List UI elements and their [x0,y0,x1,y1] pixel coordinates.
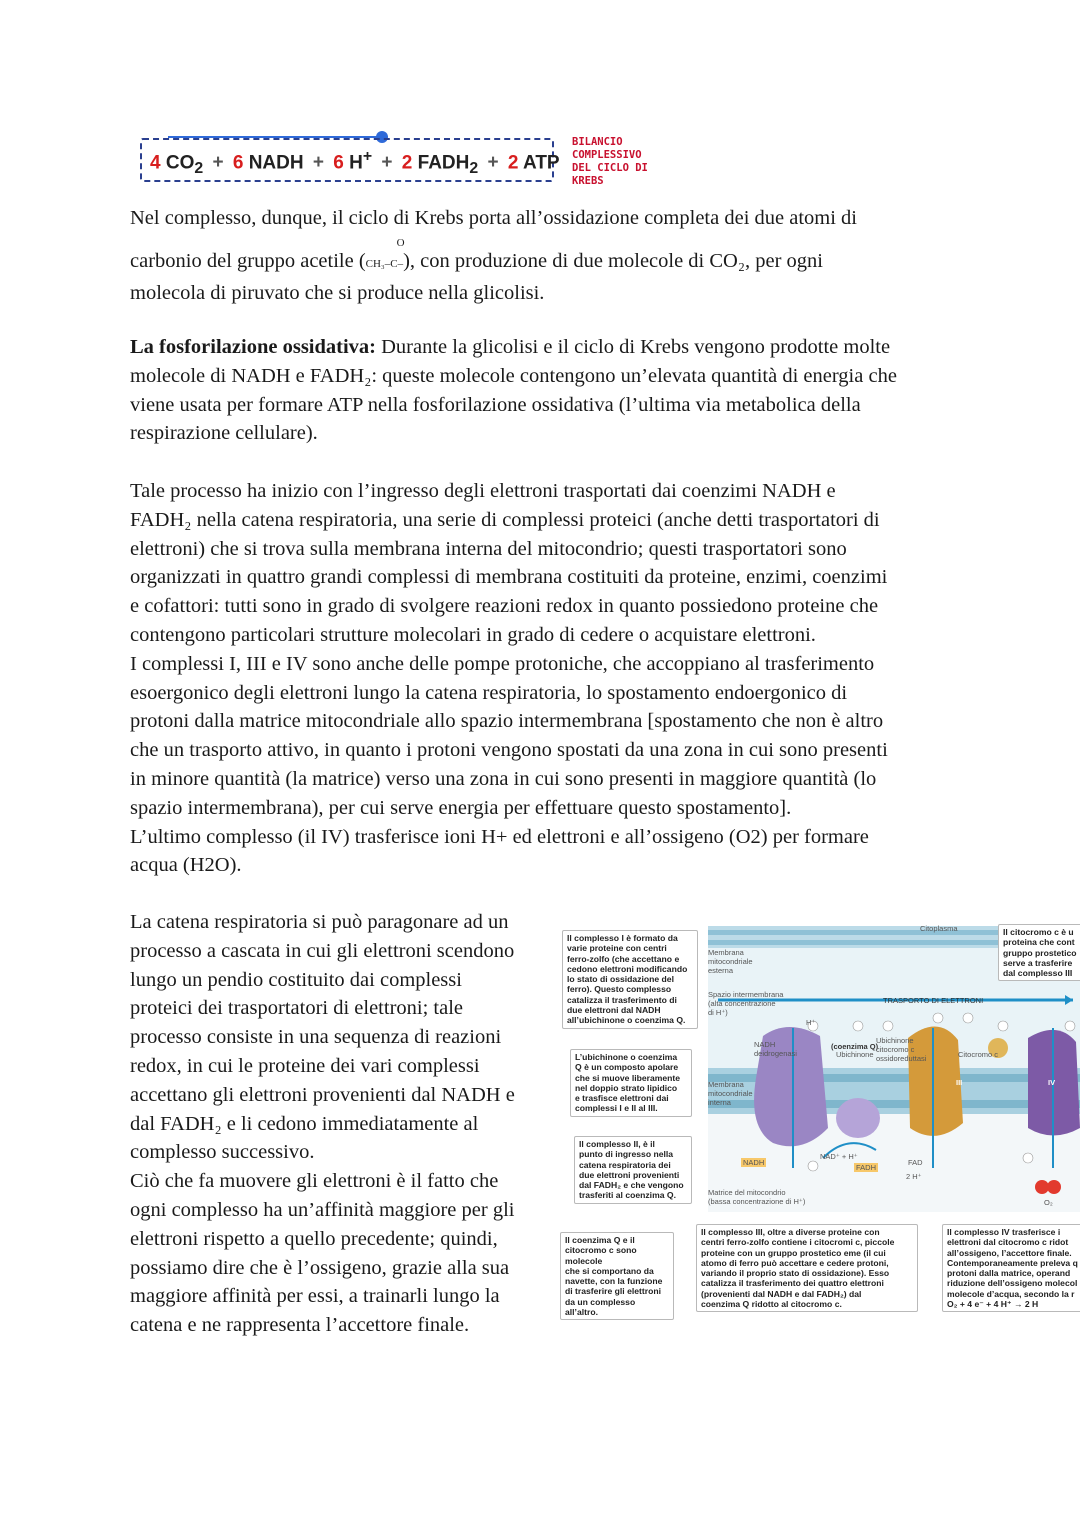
text-line: Ciò che fa muovere gli elettroni è il fatto che [130,1170,499,1193]
text-line: contengono particolari strutture molecolari in grado di cedere o acquistare elettroni. [130,623,816,646]
term: FADH [417,152,470,174]
label-ubiquinone-oxidoreductase [876,1036,926,1063]
note-line: O₂ + 4 e⁻ + 4 H⁺ → 2 H [947,1299,1039,1310]
text-line: che un trasporto attivo, in quanto i protoni vengono spostati da una zona in cui sono presenti [130,739,888,762]
text-line: processo consiste in una sequenza di reazioni [130,1026,502,1049]
label-line: NADH [754,1040,776,1049]
text-line: I complessi I, III e IV sono anche delle pompe protoniche, che accoppiano al trasferimento [130,652,875,675]
label-h-plus: H⁺ [806,1018,816,1027]
text-line: La catena respiratoria si può paragonare ad un [130,911,509,933]
bilancio-line: COMPLESSIVO [572,149,642,161]
krebs-balance-equation [150,148,560,178]
note-line: proteine con un gruppo prostetico eme (il cui [701,1247,886,1258]
text-span: Durante la glicolisi e il ciclo di Krebs vengono prodotte molte [376,336,891,358]
text-line: FADH₂ nella catena respiratoria, una serie di complessi proteici (anche detti trasportatori di [130,508,880,531]
label-inner-membrane [708,1080,753,1107]
note-line: molecole d’acqua, secondo la r [947,1288,1075,1299]
note-shuttles [560,1232,674,1320]
bilancio-line: DEL CICLO DI [572,162,648,174]
label-citoplasma: Citoplasma [920,924,958,933]
note-line: catalizza il trasferimento di [567,994,677,1005]
plus: + [312,152,324,174]
label-fadh: FADH [856,1163,877,1172]
label-line: Ubichinone [876,1036,914,1045]
text-line: spazio intermembrana), per cui serve energia per effettuare questo spostamento]. [130,796,792,819]
term: NADH [248,152,304,174]
note-line: che si muove liberamente [575,1072,681,1083]
plus: + [212,152,224,174]
text-line: complesso successivo. [130,1141,315,1164]
acetyl-oxygen: O [396,236,405,249]
text-line: Nel complesso, dunque, il ciclo di Krebs porta all’ossidazione completa dei due atomi di [130,207,857,229]
text-line: elettroni) che si trova sulla membrana interna del mitocondrio; questi trasportatori sono [130,537,847,560]
note-line: L’ubichinone o coenzima [575,1052,678,1062]
note-line: che si comportano da [565,1265,654,1276]
coef: 2 [507,152,519,174]
note-line: dal FADH₂ e che vengono [579,1180,684,1191]
paragraph-cascade [130,908,515,1340]
text-line: respirazione cellulare). [130,422,318,445]
text-line: molecole di NADH e FADH₂: queste molecole contengono un’elevata quantità di energia che [130,364,897,387]
coef: 6 [232,152,244,174]
label-line: esterna [708,966,734,975]
note-complex-iii [696,1224,918,1312]
text-line: lungo un pendio costituito dai complessi [130,968,462,991]
note-line: navette, con la funzione [565,1276,663,1287]
label-line: (alta concentrazione [708,999,776,1008]
superscript: + [362,148,373,165]
note-ubiquinone [570,1049,692,1117]
label-line: citocromo c [876,1045,915,1054]
label-2h: 2 H⁺ [906,1172,922,1181]
bilancio-line: KREBS [572,175,604,187]
label-line: deidrogenasi [754,1049,797,1058]
coef: 6 [333,152,344,174]
text-span: carbonio del gruppo acetile ( [130,249,366,272]
note-line: di trasferire gli elettroni [565,1286,661,1297]
text-span: ), con produzione di due molecole di CO₂, per ogni [403,249,823,272]
label-electron-transport: TRASPORTO DI ELETTRONI [883,996,984,1005]
term: H [349,152,363,174]
note-line: riduzione dell’ossigeno molecol [947,1278,1078,1289]
note-line: (provenienti dal NADH e dal FADH₂) dal [701,1288,862,1299]
label-line: interna [708,1098,731,1107]
label-intermembrane [708,990,783,1017]
coef: 2 [401,152,413,174]
text-line: maggiore affinità per essi, a trainarli lungo la [130,1285,500,1308]
note-line: punto di ingresso nella [579,1149,674,1160]
note-line: Q è un composto apolare [575,1062,679,1073]
paragraph-oxidative-phosphorylation [130,333,897,448]
label-nad: NAD⁺ + H⁺ [820,1152,858,1161]
text-line: L’ultimo complesso (il IV) trasferisce ioni H+ ed elettroni e all’ossigeno (O2) per formare [130,825,869,848]
acetyl-text: CH₃–C– [365,257,404,270]
text-line: organizzati in quattro grandi complessi di membrana costituiti da proteine, enzimi, coenzimi [130,566,888,589]
note-line: Il coenzima Q e il [565,1235,635,1245]
label-line: mitocondriale [708,957,753,966]
label-outer-membrane [708,948,753,975]
label-complex-iv: IV [1048,1078,1056,1087]
electron-transport-chain-figure [558,918,1080,1323]
section-heading: La fosforilazione ossidativa: [130,336,376,358]
note-line: varie proteine con centri [567,943,667,954]
note-line: serve a trasferire [1003,957,1073,968]
label-matrix [708,1188,805,1206]
acetyl-formula [365,236,405,270]
text-line: elettroni rispetto a quello precedente; quindi, [130,1227,498,1250]
note-line: coenzima Q ridotto al citocromo c. [701,1299,842,1310]
note-line: due elettroni provenienti [579,1169,680,1180]
coef: 4 [150,152,161,174]
note-complex-ii [574,1136,692,1204]
label-line: Membrana [708,948,744,957]
text-line: viene usata per formare ATP nella fosforilazione ossidativa (l’ultima via metabolica della [130,393,861,416]
note-cytochrome-c [998,924,1080,981]
label-nadh: NADH [743,1158,765,1167]
text-line: accettano gli elettroni provenienti dal NADH e [130,1083,515,1106]
note-line: Il complesso I è formato da [567,933,678,943]
term: CO [165,152,195,174]
term: ATP [523,152,560,174]
note-line: catena respiratoria dei [579,1159,671,1170]
label-line: ossidoreduttasi [876,1054,927,1063]
note-line: dal complesso III [1003,968,1073,979]
label-line: di H⁺) [708,1008,728,1017]
note-line: complessi I e II al III. [575,1103,658,1114]
label-line: (bassa concentrazione di H⁺) [708,1197,806,1206]
note-line: citocromo c sono molecole [565,1245,637,1266]
note-line: trasferiti al coenzima Q. [579,1190,676,1201]
label-complex-iii: III [956,1078,963,1087]
text-line: possiamo dire che è l’ossigeno, grazie alla sua [130,1256,510,1279]
note-line: da un complesso all’altro. [565,1296,636,1318]
note-complex-i [562,930,698,1029]
label-line: Matrice del mitocondrio [708,1188,786,1197]
note-line: variando il proprio stato di ossidazione). Esso [701,1268,890,1279]
note-line: elettroni dal citocromo c ridot [947,1237,1069,1248]
oxygen-atom [1047,1180,1061,1194]
label-o2: O₂ [1044,1198,1053,1207]
text-line: redox, in cui le proteine dei vari complessi [130,1054,480,1077]
note-line: ferro). Questo complesso [567,984,672,995]
label-line: Spazio intermembrana [708,990,784,999]
text-line: molecola di piruvato che si produce nella glicolisi. [130,281,545,304]
note-line: gruppo prostetico [1003,947,1077,958]
plus: + [381,152,393,174]
note-line: centri ferro-zolfo contiene i citocromi c, piccole [701,1237,895,1248]
oxygen-atom [1035,1180,1049,1194]
label-nadh-dehydrogenase [754,1040,797,1058]
note-line: ferro-zolfo (che accettano e [567,953,680,964]
bilancio-line: BILANCIO [572,136,623,148]
text-line: acqua (H2O). [130,854,242,877]
label-ubiquinone: Ubichinone [836,1050,874,1059]
text-line: proteici dei trasportatori di elettroni; tale [130,997,464,1020]
label-cytochrome-c: Citocromo c [958,1050,999,1059]
note-line: cedono elettroni modificando [567,963,688,974]
note-line: nel doppio strato lipidico [575,1082,678,1093]
note-line: atomo di ferro può accettare e cedere protoni, [701,1257,889,1268]
note-line: all’ossigeno, l’accettore finale. [947,1247,1072,1258]
text-line: esoergonico degli elettroni lungo la catena respiratoria, lo spostamento endoergonico di [130,681,848,704]
text-line [130,236,857,279]
text-line: e cofattori: tutti sono in grado di svolgere reazioni redox in quanto possiedono proteine che [130,595,879,618]
note-line: due elettroni dal NADH [567,1005,661,1016]
note-line: catalizza il trasferimento dei quattro elettroni [701,1278,884,1289]
note-line: protoni dalla matrice, operand [947,1268,1071,1279]
note-line: Il complesso III, oltre a diverse proteine con [701,1227,880,1237]
note-line: e trasfisce elettroni dai [575,1093,669,1104]
text-line: catena e ne rappresenta l’accettore finale. [130,1314,470,1337]
note-line: Il complesso II, è il [579,1139,655,1149]
note-complex-iv [942,1224,1080,1312]
subscript: 2 [469,160,479,178]
note-line: Contemporaneamente preleva q [947,1257,1078,1268]
bilancio-label [572,136,648,188]
note-line: Il citocromo c è u [1003,927,1074,937]
text-line [130,333,897,362]
text-line: in minore quantità (la matrice) verso una zona in cui sono presenti in maggiore quantità (lo [130,767,877,790]
note-line: proteina che cont [1003,937,1075,948]
text-line: dal FADH₂ e li cedono immediatamente al [130,1112,479,1135]
note-line: Il complesso IV trasferisce i [947,1227,1061,1237]
plus: + [487,152,499,174]
text-line: Tale processo ha inizio con l’ingresso degli elettroni trasportati dai coenzimi NADH e [130,480,836,502]
note-line: all’ubichinone o coenzima Q. [567,1015,686,1026]
text-line: processo a cascata in cui gli elettroni scendono [130,939,515,962]
subscript: 2 [194,160,204,178]
label-line: mitocondriale [708,1089,753,1098]
text-line: ogni complesso ha un’affinità maggiore per gli [130,1198,515,1221]
paragraph-krebs-summary [130,204,857,307]
complex-ii [836,1098,880,1138]
label-coenzyme-q: (coenzima Q) [831,1042,879,1051]
paragraph-respiratory-chain [130,477,888,880]
label-fad: FAD [908,1158,923,1167]
text-line: protoni dalla matrice mitocondriale allo spazio intermembrana [spostamento che non è altro [130,710,884,733]
note-line: lo stato di ossidazione del [567,974,674,985]
label-line: Membrana [708,1080,744,1089]
